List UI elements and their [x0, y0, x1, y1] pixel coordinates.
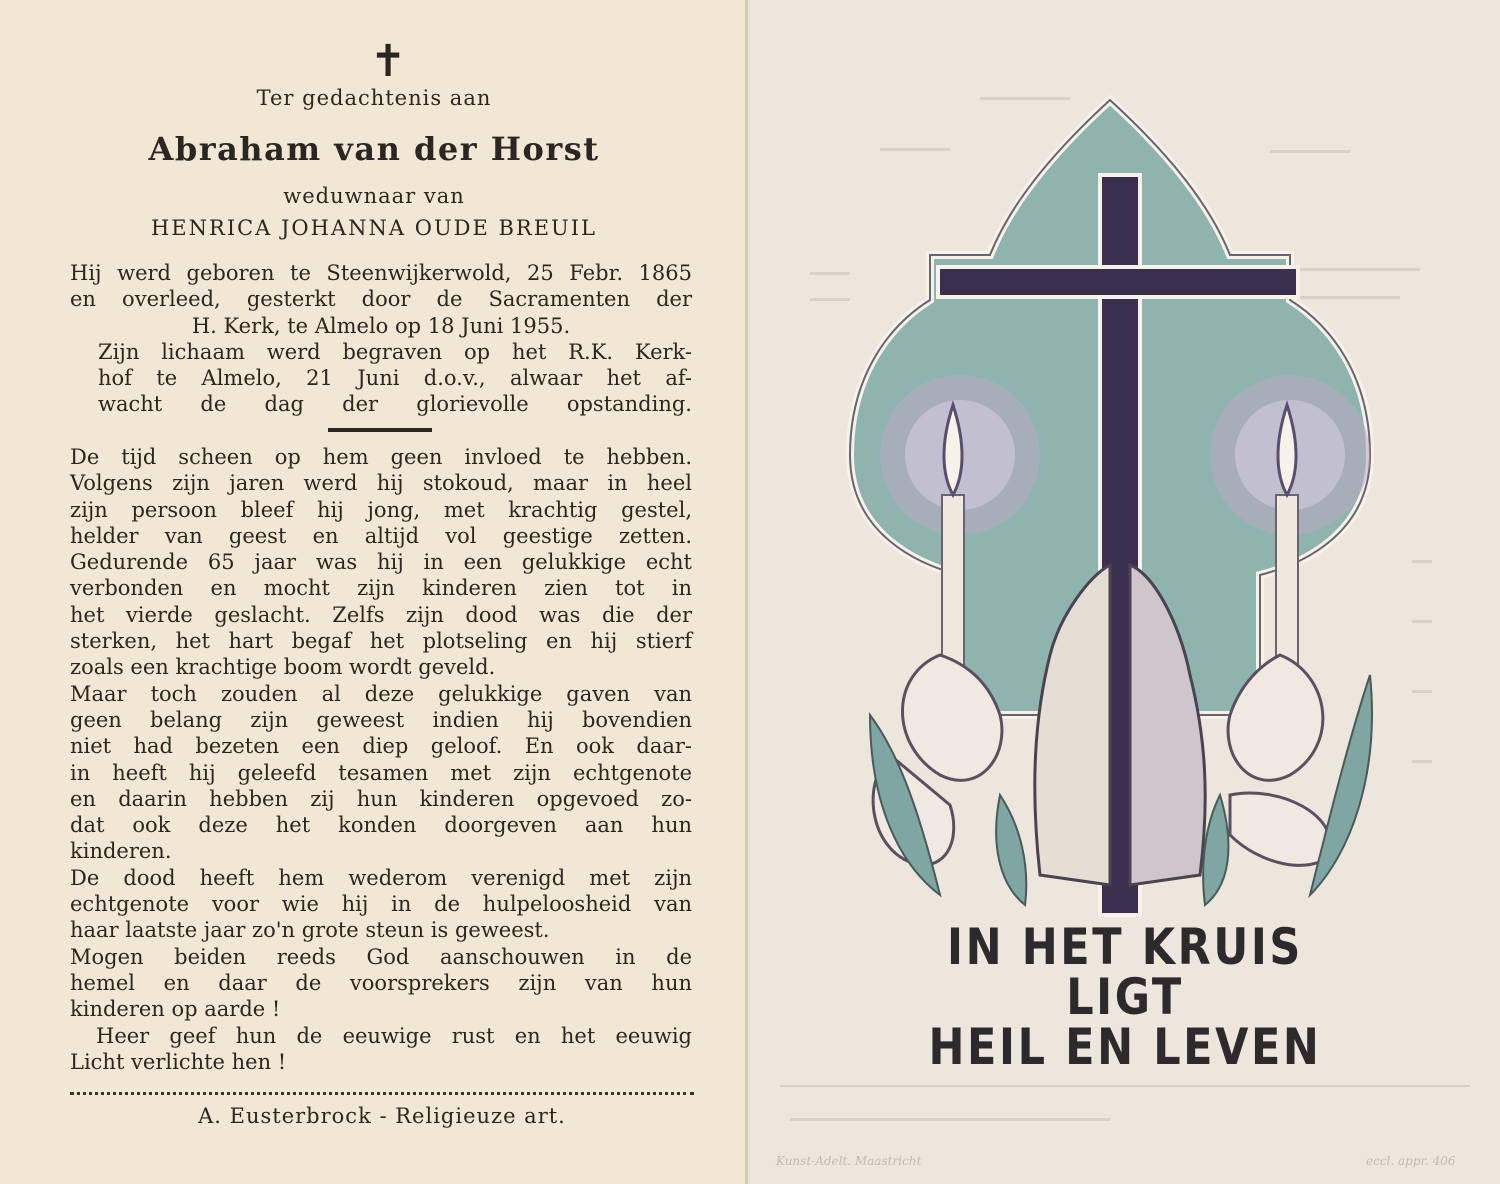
leaf — [996, 795, 1026, 905]
text-line: in heeft hij geleefd tesamen met zijn echtgenote — [70, 760, 692, 785]
text-line: Volgens zijn jaren werd hij stokoud, maar in heel — [70, 471, 692, 496]
text-line: Heer geef hun de eeuwige rust en het eeuwig — [96, 1023, 692, 1048]
cross-icon: ✝ — [369, 36, 407, 87]
text-line: Gedurende 65 jaar was hij in een gelukkige echt — [70, 550, 692, 575]
show-through-line — [1412, 620, 1432, 623]
lily-right-lower — [1230, 793, 1331, 865]
image-card — [750, 0, 1500, 1184]
biography-paragraph — [70, 260, 692, 418]
publisher-imprint: Kunst-Adelt. Maastricht — [776, 1154, 922, 1168]
motto-line: IN HET KRUIS — [947, 918, 1303, 976]
text-line: zijn persoon bleef hij jong, met krachtig gestel, — [70, 497, 692, 522]
text-line: helder van geest en altijd vol geestige zetten. — [70, 523, 692, 548]
bio-line: Zijn lichaam werd begraven op het R.K. Kerk- — [98, 339, 692, 364]
footer-rule — [70, 1092, 694, 1095]
motto-line: LIGT — [1066, 968, 1184, 1026]
bio-line: Hij werd geboren te Steenwijkerwold, 25 Febr. 1865 — [70, 261, 692, 285]
text-line: Licht verlichte hen ! — [70, 1049, 287, 1074]
bio-line: hof te Almelo, 21 Juni d.o.v., alwaar het af- — [98, 366, 692, 391]
text-line: echtgenote voor wie hij in de hulpeloosheid van — [70, 892, 692, 917]
text-line: verbonden en mocht zijn kinderen zien tot in — [70, 576, 692, 601]
intro-text: Ter gedachtenis aan — [256, 86, 492, 110]
text-card — [0, 0, 748, 1184]
text-line: kinderen. — [70, 839, 172, 864]
text-line: Mogen beiden reeds God aanschouwen in de — [70, 944, 692, 969]
bio-line: en overleed, gesterkt door de Sacramenten der — [70, 287, 692, 312]
text-line: Maar toch zouden al deze gelukkige gaven van — [70, 681, 692, 706]
bio-line: wacht de dag der glorievolle opstanding. — [98, 392, 692, 417]
text-line: dat ook deze het konden doorgeven aan hun — [70, 813, 692, 838]
cross-hands-illustration — [810, 95, 1410, 925]
show-through-line — [1412, 760, 1432, 763]
show-through-line — [790, 1118, 1110, 1121]
text-line: kinderen op aarde ! — [70, 997, 281, 1022]
text-line: het vierde geslacht. Zelfs zijn dood was die der — [70, 602, 692, 627]
motto-line: HEIL EN LEVEN — [928, 1018, 1322, 1076]
relation-text: weduwnaar van — [283, 184, 465, 208]
bottom-rule — [780, 1085, 1470, 1087]
text-line: De tijd scheen op hem geen invloed te hebben. — [70, 445, 692, 469]
text-line: zoals een krachtige boom wordt geveld. — [70, 655, 496, 680]
show-through-line — [1412, 560, 1432, 563]
text-line: en daarin hebben zij hun kinderen opgevoed zo- — [70, 786, 692, 811]
show-through-line — [1412, 690, 1432, 693]
memorial-text — [70, 444, 692, 1075]
approval-imprint: eccl. appr. 406 — [1366, 1154, 1456, 1168]
cross-horizontal — [938, 267, 1298, 297]
text-line: niet had bezeten een diep geloof. En ook daar- — [70, 734, 692, 759]
separator-rule — [328, 428, 432, 432]
text-line: sterken, het hart begaf het plotseling en hij stierf — [70, 629, 692, 654]
text-line: De dood heeft hem wederom verenigd met zijn — [70, 865, 692, 890]
spouse-name: HENRICA JOHANNA OUDE BREUIL — [150, 216, 597, 240]
deceased-name: Abraham van der Horst — [148, 130, 600, 168]
printer-credit: A. Eusterbrock - Religieuze art. — [198, 1104, 566, 1128]
bio-line: H. Kerk, te Almelo op 18 Juni 1955. — [191, 313, 571, 338]
text-line: geen belang zijn geweest indien hij bovendien — [70, 707, 692, 732]
text-line: hemel en daar de voorsprekers zijn van hun — [70, 970, 692, 995]
leaf — [1203, 795, 1228, 905]
text-line: haar laatste jaar zo'n grote steun is geweest. — [70, 918, 550, 943]
